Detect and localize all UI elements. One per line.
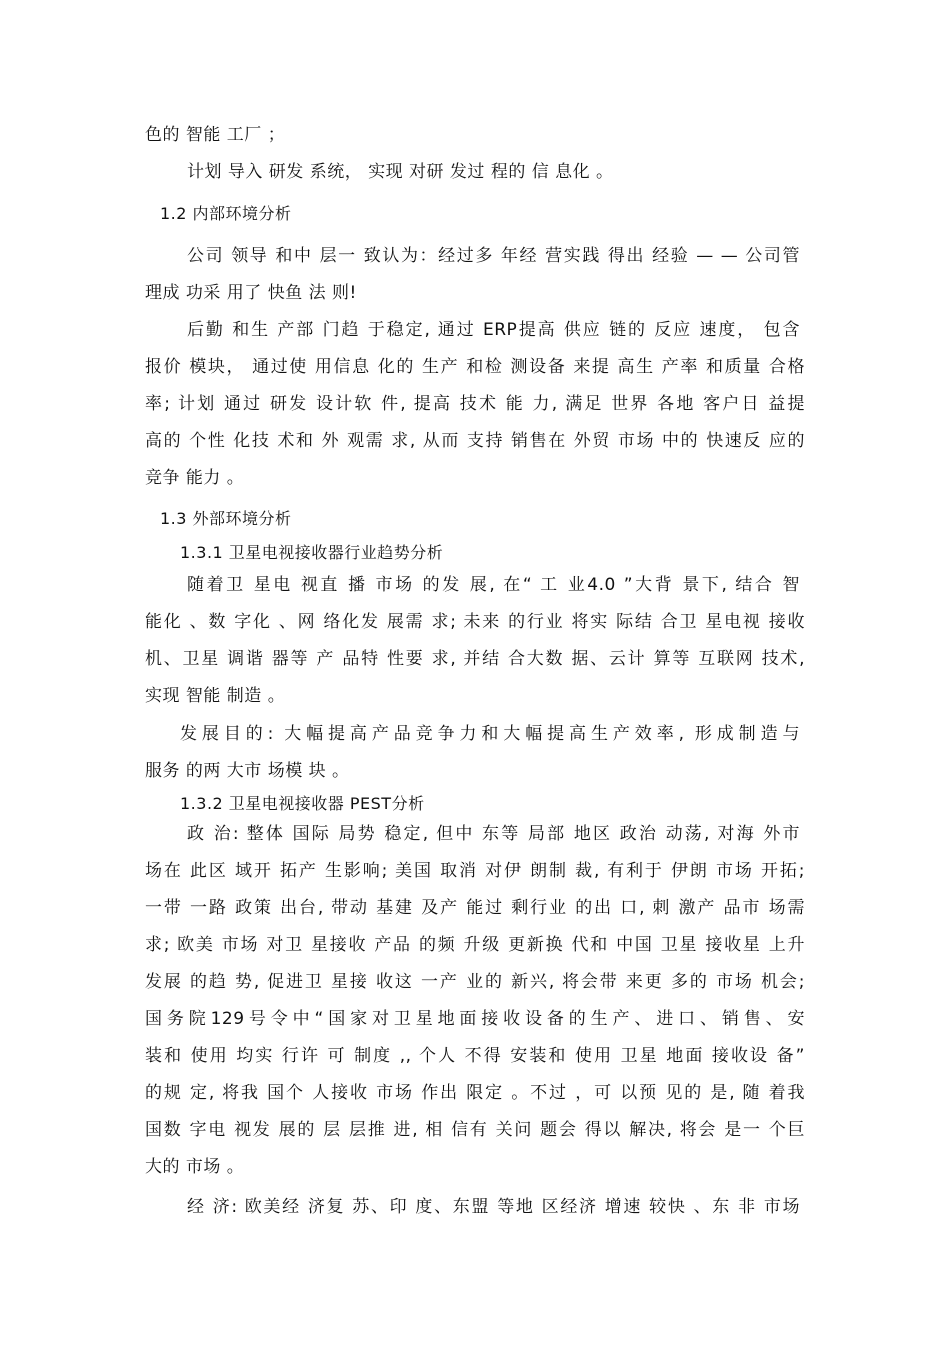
text-line: 装和 使用 均实 行许 可 制度 ,, 个人 不得 安装和 使用 卫星 地面 接收设 备” <box>145 1046 805 1066</box>
text-line: 服务 的两 大市 场模 块 。 <box>145 761 350 781</box>
text-line: 竞争 能力 。 <box>145 468 245 488</box>
text-line: 求; 欧美 市场 对卫 星接收 产品 的频 升级 更新换 代和 中国 卫星 接收星 上升 <box>145 935 805 955</box>
text-line: 随着卫 星电 视直 播 市场 的发 展, 在“ 工 业4.0 ”大背 景下, 结合 智 <box>187 575 800 595</box>
section-heading: 1.3 外部环境分析 <box>160 509 292 528</box>
text-line: 机、卫星 调谐 器等 产 品特 性要 求, 并结 合大数 据、云计 算等 互联网 技术, <box>145 649 805 669</box>
text-line: 色的 智能 工厂 ； <box>145 125 286 145</box>
text-line: 一带 一路 政策 出台, 带动 基建 及产 能过 剩行业 的出 口, 刺 激产 品市 场需 <box>145 898 805 918</box>
text-line: 国数 字电 视发 展的 层 层推 进, 相 信有 关问 题会 得以 解决, 将会 是一 个巨 <box>145 1120 805 1140</box>
text-line: 能化 、数 字化 、网 络化发 展需 求; 未来 的行业 将实 际结 合卫 星电视 接收 <box>145 612 805 632</box>
text-line: 发展 的趋 势, 促进卫 星接 收这 一产 业的 新兴, 将会带 来更 多的 市场 机会; <box>145 972 805 992</box>
subsection-heading: 1.3.2 卫星电视接收器 PEST分析 <box>180 794 425 813</box>
text-line: 计划 导入 研发 系统， 实现 对研 发过 程的 信 息化 。 <box>187 162 614 182</box>
text-line: 国务院129号令中“国家对卫星地面接收设备的生产、进口、销售、安 <box>145 1009 805 1029</box>
text-line: 高的 个性 化技 术和 外 观需 求, 从而 支持 销售在 外贸 市场 中的 快速反 应的 <box>145 431 805 451</box>
text-line: 实现 智能 制造 。 <box>145 686 286 706</box>
text-line: 公司 领导 和中 层一 致认为：经过多 年经 营实践 得出 经验 — — 公司管 <box>187 246 800 266</box>
text-line: 的规 定, 将我 国个 人接收 市场 作出 限定 。不过 ，可 以预 见的 是, 随 着我 <box>145 1083 805 1103</box>
subsection-heading: 1.3.1 卫星电视接收器行业趋势分析 <box>180 543 444 562</box>
text-line: 后勤 和生 产部 门趋 于稳定, 通过 ERP提高 供应 链的 反应 速度， 包含 <box>187 320 800 340</box>
text-line: 报价 模块， 通过使 用信息 化的 生产 和检 测设备 来提 高生 产率 和质量 合格 <box>145 357 805 377</box>
text-line: 理成 功采 用了 快鱼 法 则! <box>145 283 357 303</box>
section-heading: 1.2 内部环境分析 <box>160 204 292 223</box>
text-line: 发展目的: 大幅提高产品竞争力和大幅提高生产效率, 形成制造与 <box>180 724 800 744</box>
text-line: 政 治: 整体 国际 局势 稳定, 但中 东等 局部 地区 政治 动荡, 对海 外市 <box>187 824 800 844</box>
text-line: 大的 市场 。 <box>145 1157 245 1177</box>
text-line: 率; 计划 通过 研发 设计软 件, 提高 技术 能 力, 满足 世界 各地 客户日 益提 <box>145 394 805 414</box>
text-line: 经 济: 欧美经 济复 苏、印 度、东盟 等地 区经济 增速 较快 、东 非 市场 <box>187 1197 800 1217</box>
text-line: 场在 此区 域开 拓产 生影响; 美国 取消 对伊 朗制 裁, 有利于 伊朗 市场 开拓; <box>145 861 805 881</box>
